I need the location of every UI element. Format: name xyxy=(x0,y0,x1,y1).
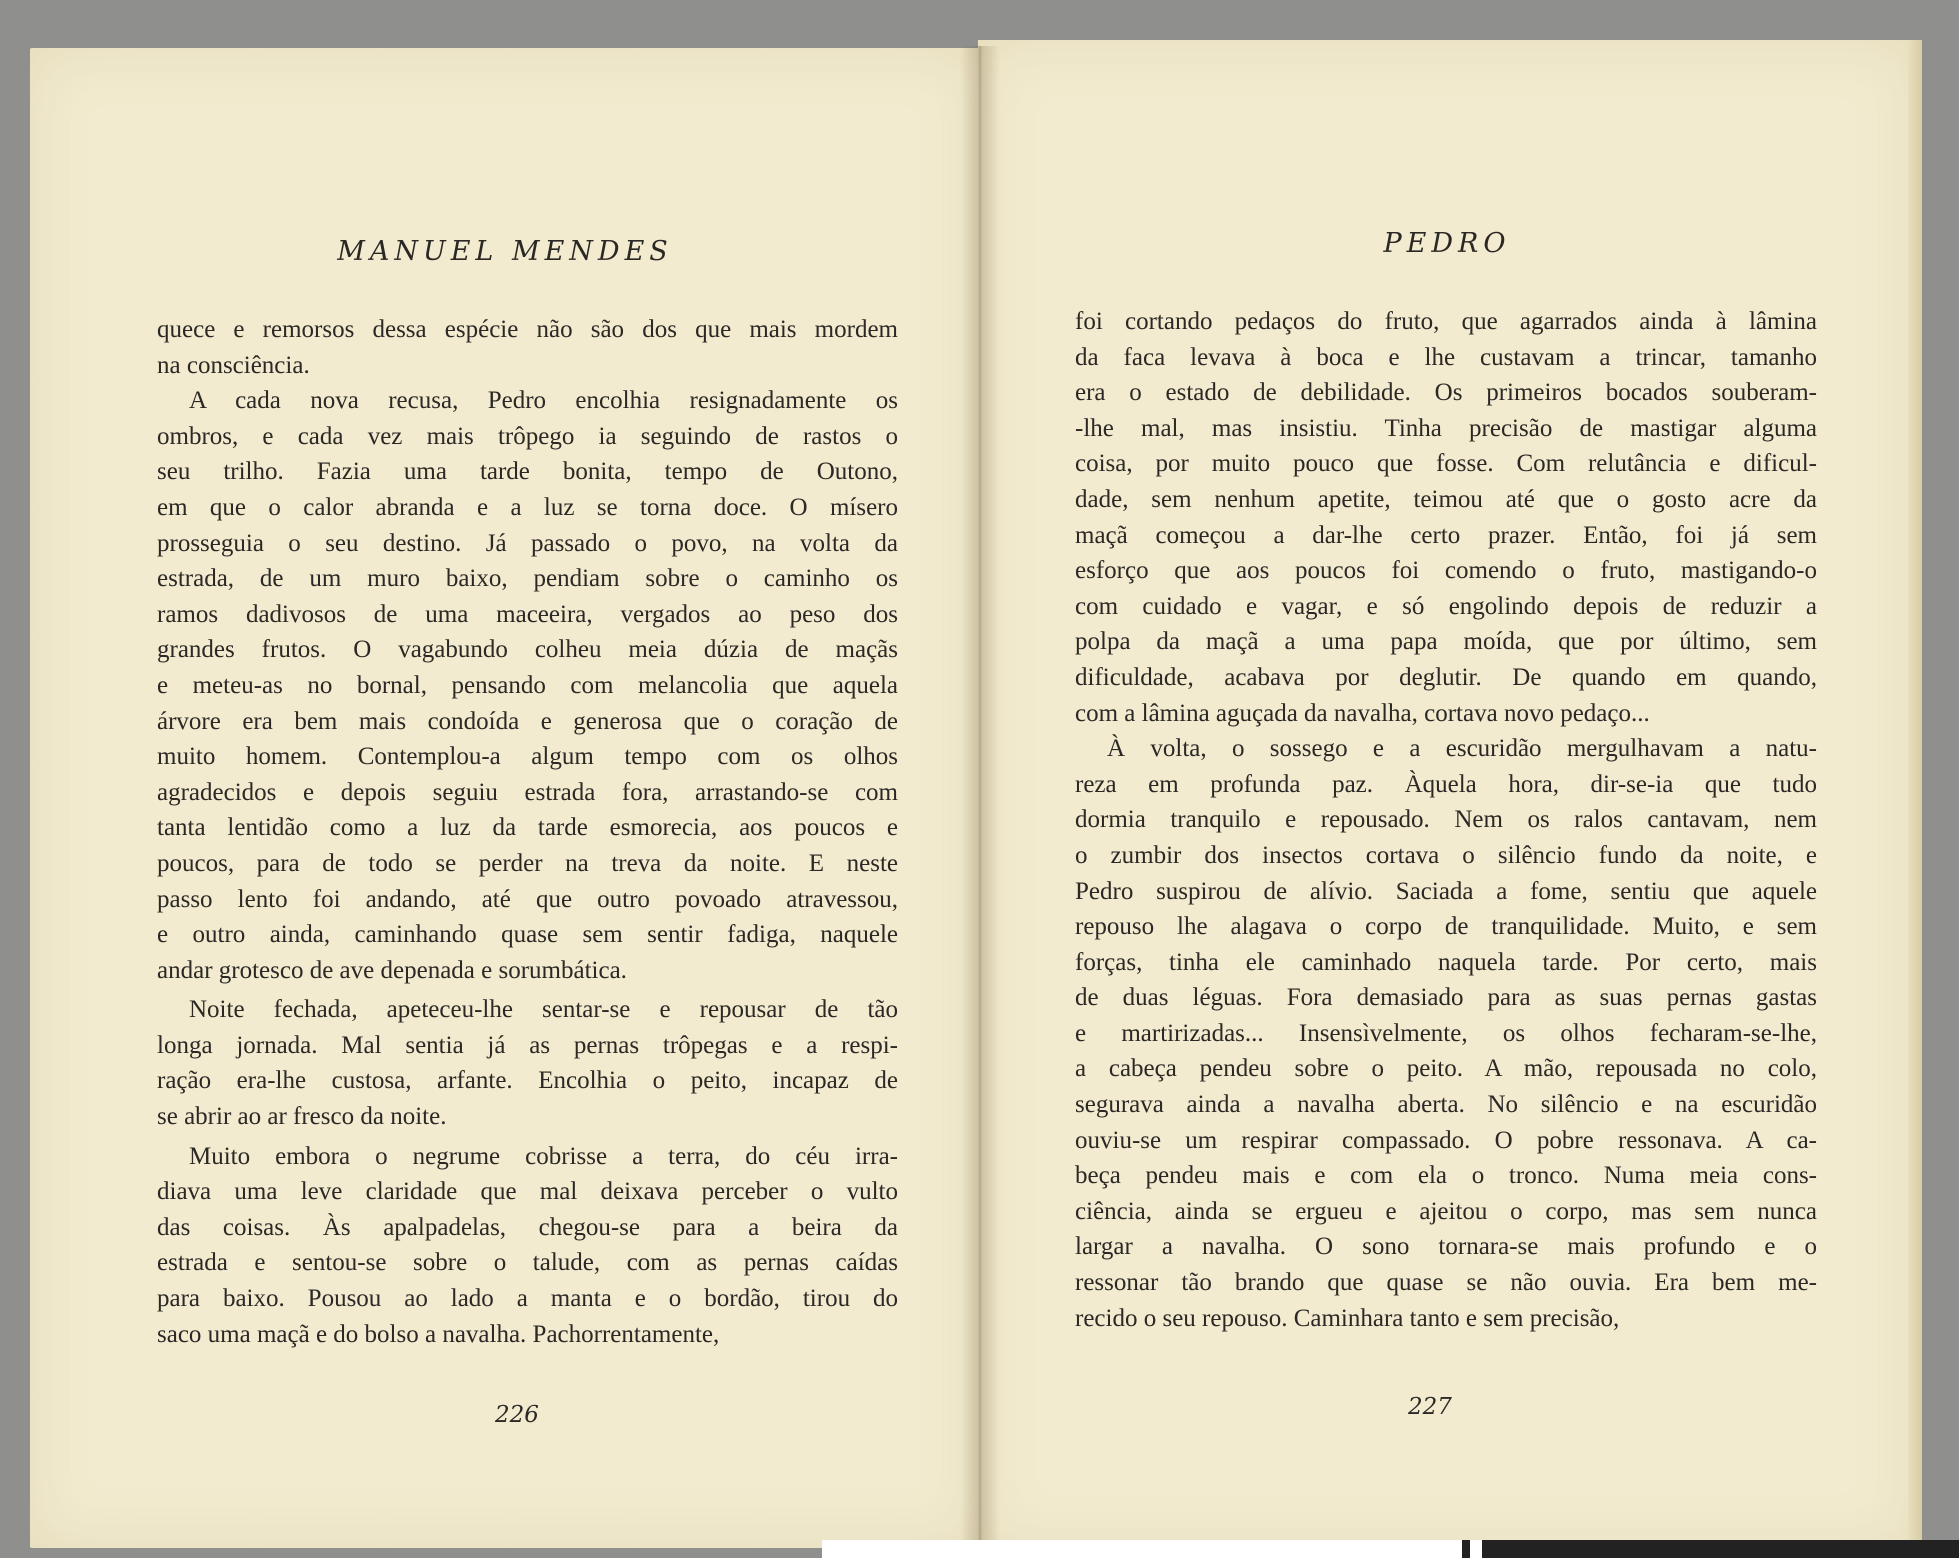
text-line: longa jornada. Mal sentia já as pernas trôpegas e a respi- xyxy=(157,1031,898,1059)
text-line: árvore era bem mais condoída e generosa que o coração de xyxy=(157,707,898,735)
text-line: andar grotesco de ave depenada e sorumbática. xyxy=(157,956,627,984)
text-line: tanta lentidão como a luz da tarde esmorecia, aos poucos e xyxy=(157,814,898,842)
text-line: Pedro suspirou de alívio. Saciada a fome, sentiu que aquele xyxy=(1075,877,1817,905)
text-line: coisa, por muito pouco que fosse. Com relutância e dificul- xyxy=(1075,450,1817,478)
text-line: para baixo. Pousou ao lado a manta e o bordão, tirou do xyxy=(157,1285,898,1313)
page-number-right: 227 xyxy=(1408,1394,1452,1420)
text-line: em que o calor abranda e a luz se torna doce. O mísero xyxy=(157,493,898,521)
page-edge xyxy=(1908,40,1922,1552)
text-line: repouso lhe alagava o corpo de tranquilidade. Muito, e sem xyxy=(1075,913,1817,941)
text-line: com a lâmina aguçada da navalha, cortava novo pedaço... xyxy=(1075,699,1650,727)
book-gutter xyxy=(960,46,1000,1550)
text-line: beça pendeu mais e com ela o tronco. Numa meia cons- xyxy=(1075,1162,1817,1190)
left-page xyxy=(30,48,980,1548)
text-line: o zumbir dos insectos cortava o silêncio fundo da noite, e xyxy=(1075,841,1817,869)
text-line: na consciência. xyxy=(157,351,310,379)
text-line: de duas léguas. Fora demasiado para as suas pernas gastas xyxy=(1075,984,1817,1012)
text-line: Noite fechada, apeteceu-lhe sentar-se e repousar de tão xyxy=(189,996,898,1024)
text-line: ração era-lhe custosa, arfante. Encolhia o peito, incapaz de xyxy=(157,1067,898,1095)
text-line: muito homem. Contemplou-a algum tempo com os olhos xyxy=(157,743,898,771)
text-line: foi cortando pedaços do fruto, que agarrados ainda à lâmina xyxy=(1075,308,1817,335)
text-line: À volta, o sossego e a escuridão mergulhavam a natu- xyxy=(1107,735,1817,763)
text-line: quece e remorsos dessa espécie não são dos que mais mordem xyxy=(157,316,898,343)
color-scale-bar xyxy=(822,1540,1959,1558)
text-line: forças, tinha ele caminhado naquela tarde. Por certo, mais xyxy=(1075,948,1817,976)
text-line: ramos dadivosos de uma maceeira, vergados ao peso dos xyxy=(157,600,898,628)
text-line: grandes frutos. O vagabundo colheu meia dúzia de maçãs xyxy=(157,636,898,664)
text-line: dade, sem nenhum apetite, teimou até que o gosto acre da xyxy=(1075,485,1817,513)
right-page xyxy=(978,40,1916,1552)
text-line: ciência, ainda se ergueu e ajeitou o corpo, mas sem nunca xyxy=(1075,1197,1817,1225)
text-line: com cuidado e vagar, e só engolindo depois de reduzir a xyxy=(1075,592,1817,620)
text-line: polpa da maçã a uma papa moída, que por último, sem xyxy=(1075,628,1817,656)
text-line: maçã começou a dar-lhe certo prazer. Então, foi já sem xyxy=(1075,521,1817,549)
text-line: e outro ainda, caminhando quase sem sentir fadiga, naquele xyxy=(157,921,898,949)
text-line: da faca levava à boca e lhe custavam a trincar, tamanho xyxy=(1075,343,1817,371)
text-line: estrada e sentou-se sobre o talude, com as pernas caídas xyxy=(157,1249,898,1277)
text-line: prosseguia o seu destino. Já passado o povo, na volta da xyxy=(157,529,898,557)
text-line: saco uma maçã e do bolso a navalha. Pachorrentamente, xyxy=(157,1320,720,1348)
paragraph xyxy=(157,312,898,383)
text-line: recido o seu repouso. Caminhara tanto e sem precisão, xyxy=(1075,1304,1620,1332)
text-line: Muito embora o negrume cobrisse a terra, do céu irra- xyxy=(189,1142,898,1170)
right-page-text xyxy=(1075,304,1817,1336)
text-line: largar a navalha. O sono tornara-se mais profundo e o xyxy=(1075,1233,1817,1261)
text-line: a cabeça pendeu sobre o peito. A mão, repousada no colo, xyxy=(1075,1055,1817,1083)
text-line: agradecidos e depois seguiu estrada fora, arrastando-se com xyxy=(157,778,898,806)
paragraph xyxy=(1075,731,1817,1336)
text-line: dificuldade, acabava por deglutir. De quando em quando, xyxy=(1075,663,1817,691)
running-head-right: PEDRO xyxy=(1383,228,1511,259)
paragraph xyxy=(157,383,898,988)
paragraph xyxy=(157,1139,898,1353)
text-line: seu trilho. Fazia uma tarde bonita, tempo de Outono, xyxy=(157,458,898,486)
text-line: se abrir ao ar fresco da noite. xyxy=(157,1103,447,1131)
text-line: -lhe mal, mas insistiu. Tinha precisão de mastigar alguma xyxy=(1075,414,1817,442)
text-line: reza em profunda paz. Àquela hora, dir-se-ia que tudo xyxy=(1075,770,1817,798)
paragraph xyxy=(1075,304,1817,731)
text-line: ombros, e cada vez mais trôpego ia seguindo de rastos o xyxy=(157,422,898,450)
left-page-text xyxy=(157,312,898,1352)
text-line: diava uma leve claridade que mal deixava perceber o vulto xyxy=(157,1178,898,1206)
text-line: esforço que aos poucos foi comendo o fruto, mastigando-o xyxy=(1075,557,1817,585)
text-line: e meteu-as no bornal, pensando com melancolia que aquela xyxy=(157,671,898,699)
paragraph xyxy=(157,992,898,1134)
text-line: era o estado de debilidade. Os primeiros bocados souberam- xyxy=(1075,379,1817,407)
text-line: das coisas. Às apalpadelas, chegou-se para a beira da xyxy=(157,1213,898,1241)
text-line: e martirizadas... Insensìvelmente, os olhos fecharam-se-lhe, xyxy=(1075,1019,1817,1047)
text-line: dormia tranquilo e repousado. Nem os ralos cantavam, nem xyxy=(1075,806,1817,834)
page-number-left: 226 xyxy=(495,1402,539,1428)
text-line: estrada, de um muro baixo, pendiam sobre o caminho os xyxy=(157,565,898,593)
text-line: poucos, para de todo se perder na treva da noite. E neste xyxy=(157,849,898,877)
text-line: ressonar tão brando que quase se não ouvia. Era bem me- xyxy=(1075,1269,1817,1297)
text-line: segurava ainda a navalha aberta. No silêncio e na escuridão xyxy=(1075,1091,1817,1119)
text-line: A cada nova recusa, Pedro encolhia resignadamente os xyxy=(189,387,898,415)
text-line: passo lento foi andando, até que outro povoado atravessou, xyxy=(157,885,898,913)
running-head-left: MANUEL MENDES xyxy=(337,236,673,267)
text-line: ouviu-se um respirar compassado. O pobre ressonava. A ca- xyxy=(1075,1126,1817,1154)
